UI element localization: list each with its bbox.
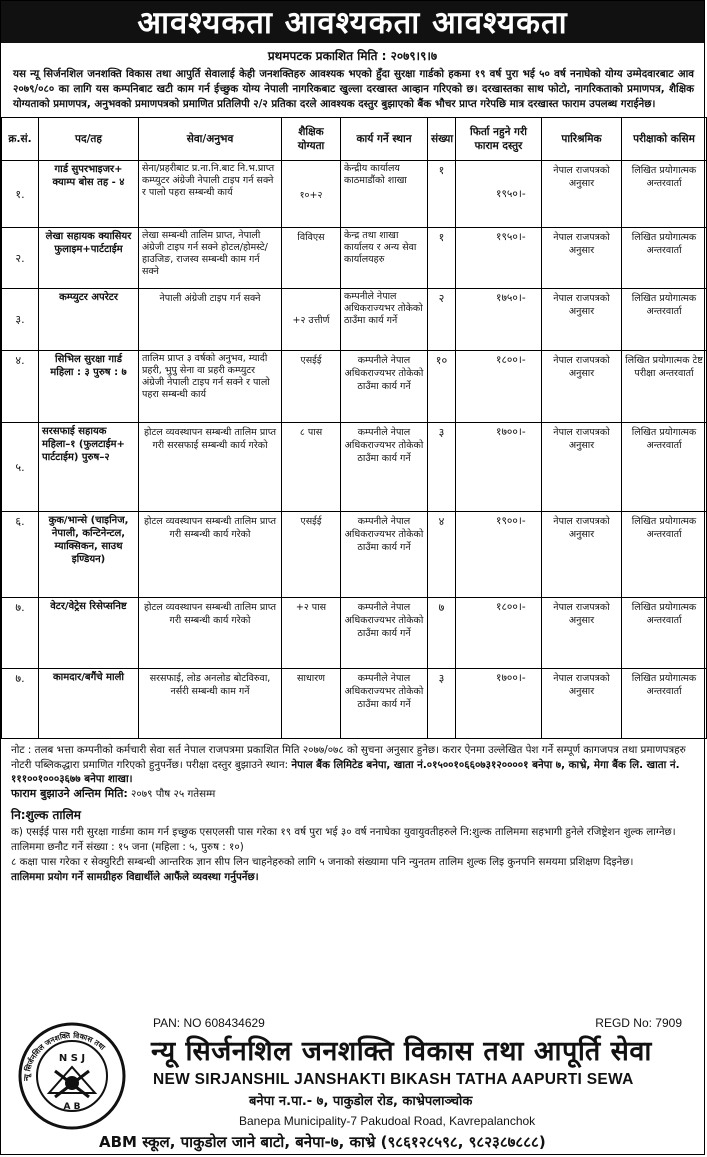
- table-row: [2, 512, 707, 598]
- serial-cell: १.: [2, 161, 39, 228]
- place-cell: कम्पनीले नेपाल अधिकराज्यभर तोकेको ठाउँमा कार्य गर्ने: [341, 351, 428, 423]
- experience-cell: लेखा सम्बन्धी तालिम प्राप्त, नेपाली अंग्रेजी टाइप गर्न सक्ने होटल/होमस्टे/हाउजिङ, राजस्व सम्बन्धी काम गर्न सक्ने: [139, 228, 282, 289]
- post-cell: गार्ड सुपरभाइजर+ क्याम्प बोस तह - ४: [39, 161, 139, 228]
- education-cell: १०+२: [282, 161, 341, 228]
- post-cell: कम्प्युटर अपरेटर: [39, 289, 139, 351]
- header-cell: पारिश्रमिक: [542, 118, 622, 161]
- education-cell: एसईई: [282, 512, 341, 598]
- place-cell: कम्पनीले नेपाल अधिकराज्यभर तोकेको ठाउँमा कार्य गर्ने: [341, 423, 428, 512]
- fee-cell: १७५०।-: [456, 289, 542, 351]
- exam-cell: लिखित प्रयोगात्मक अन्तरवार्ता: [622, 228, 707, 289]
- exam-cell: लिखित प्रयोगात्मक अन्तरवार्ता: [622, 423, 707, 512]
- exam-cell: लिखित प्रयोगात्मक अन्तरवार्ता: [622, 289, 707, 351]
- post-cell: लेखा सहायक क्यासियर फुलाइम+पार्टटाईम: [39, 228, 139, 289]
- exam-cell: लिखित प्रयोगात्मक टेष्ट परीक्षा अन्तरवार्ता: [622, 351, 707, 423]
- education-cell: +२ उत्तीर्ण: [282, 289, 341, 351]
- serial-cell: ७.: [2, 669, 39, 739]
- education-cell: साधारण: [282, 669, 341, 739]
- count-cell: १: [428, 228, 456, 289]
- place-cell: केन्द्रीय कार्यालय काठमाडौंको शाखा: [341, 161, 428, 228]
- exam-cell: लिखित प्रयोगात्मक अन्तरवार्ता: [622, 598, 707, 669]
- place-cell: कम्पनीले नेपाल अधिकराज्यभर तोकेको ठाउँमा कार्य गर्ने: [341, 512, 428, 598]
- salary-cell: नेपाल राजपत्रको अनुसार: [542, 351, 622, 423]
- address-english: Banepa Municipality-7 Pakudoal Road, Kavrepalanchok: [239, 1114, 536, 1128]
- salary-cell: नेपाल राजपत्रको अनुसार: [542, 423, 622, 512]
- experience-cell: सरसफाई, लोड अनलोड बोटविरुवा, नर्सरी सम्बन्धी काम गर्ने: [139, 669, 282, 739]
- place-cell: कम्पनीले नेपाल अधिकराज्यभर तोकेको ठाउँमा कार्य गर्ने: [341, 598, 428, 669]
- table-row: [2, 161, 707, 228]
- training-item: क) एसईई पास गरी सुरक्षा गार्डमा काम गर्न इच्छुक एसएलसी पास गरेका १९ वर्ष पुरा भई ३० वर्ष ननाघेका युवायुवतीहरुले नि:शुल्क तालिममा सहभागी हुनेले रजिष्ट्रेशन शुल्क लाग्नेछ। तालिममा छनौट गर्ने संख्या : १५ जना (महिला : ५, पुरुष : १०): [11, 826, 676, 853]
- count-cell: १: [428, 161, 456, 228]
- salary-cell: नेपाल राजपत्रको अनुसार: [542, 669, 622, 739]
- table-row: [2, 351, 707, 423]
- vacancy-table: [1, 117, 707, 739]
- serial-cell: ७.: [2, 598, 39, 669]
- fee-cell: १९५०।-: [456, 228, 542, 289]
- salary-cell: नेपाल राजपत्रको अनुसार: [542, 161, 622, 228]
- pan-number: PAN: NO 608434629: [153, 1016, 265, 1030]
- table-header-row: [2, 118, 707, 161]
- salary-cell: नेपाल राजपत्रको अनुसार: [542, 228, 622, 289]
- bank-account-text: नेपाल बैंक लिमिटेड बनेपा, खाता नं.०१५००१०६६०७३१२००००१ बनेपा ७, काभ्रे, मेगा बैंक लि. खाता नं. १११००१०००३६७७ बनेपा शाखा।: [11, 758, 680, 785]
- experience-cell: नेपाली अंग्रेजी टाइप गर्न सक्ने: [139, 289, 282, 351]
- contact-line: ABM स्कूल, पाकुडोल जाने बाटो, बनेपा-७, काभ्रे (९८६१२८५९८, ९८२३८७८८८): [99, 1133, 546, 1151]
- fee-cell: १७००।-: [456, 669, 542, 739]
- table-row: [2, 423, 707, 512]
- note-section: [1, 739, 704, 803]
- address-nepali: बनेपा न.पा.- ७, पाकुडोल रोड, काभ्रेपलाञ्चोक: [249, 1094, 473, 1109]
- post-cell: वेटर/वेट्रेस रिसेप्सनिष्ट: [39, 598, 139, 669]
- post-cell: कुक/भान्से (चाइनिज, नेपाली, कन्टिनेन्टल, म्याक्सिकन, साउथ इण्डियन): [39, 512, 139, 598]
- header-cell: फिर्ता नहुने गरी फाराम दस्तुर: [456, 118, 542, 161]
- post-cell: कामदार/बगैंचे माली: [39, 669, 139, 739]
- banner-title: आवश्यकता आवश्यकता आवश्यकता: [1, 1, 704, 43]
- experience-cell: होटल व्यवस्थापन सम्बन्धी तालिम प्राप्त गरी सरसफाई सम्बन्धी कार्य गरेको: [139, 423, 282, 512]
- header-cell: शैक्षिक योग्यता: [282, 118, 341, 161]
- education-cell: एसईई: [282, 351, 341, 423]
- deadline-value: २०७९ पौष २५ गतेसम्म: [131, 787, 216, 800]
- fee-cell: १८००।-: [456, 351, 542, 423]
- count-cell: ४: [428, 512, 456, 598]
- table-row: [2, 598, 707, 669]
- logo-letters-top: N S J: [58, 1053, 86, 1064]
- count-cell: ७: [428, 598, 456, 669]
- fee-cell: १७००।-: [456, 423, 542, 512]
- header-cell: कार्य गर्ने स्थान: [341, 118, 428, 161]
- table-row: [2, 289, 707, 351]
- header-cell: पद/तह: [39, 118, 139, 161]
- company-name-nepali: न्यू सिर्जनशिल जनशक्ति विकास तथा आपूर्ति सेवा: [151, 1036, 652, 1067]
- exam-cell: लिखित प्रयोगात्मक अन्तरवार्ता: [622, 161, 707, 228]
- count-cell: १०: [428, 351, 456, 423]
- header-cell: क्र.सं.: [2, 118, 39, 161]
- exam-cell: लिखित प्रयोगात्मक अन्तरवार्ता: [622, 669, 707, 739]
- header-cell: संख्या: [428, 118, 456, 161]
- post-cell: सरसफाई सहायक महिला–१ (फुलटाईम+ पार्टटाईम) पुरुष–२: [39, 423, 139, 512]
- published-date: प्रथमपटक प्रकाशित मिति : २०७९।९।७: [267, 49, 438, 63]
- note-text: नोट : तलब भत्ता कम्पनीको कर्मचारी सेवा सर्त नेपाल राजपत्रमा प्रकाशित मिति २०७७/०७८ को सुचना अनुसार हुनेछ। करार ऐनमा उल्लेखित पेश गर्ने सम्पूर्ण कागजपत्र तथा प्रमाणपत्रहरु नोटरी पब्लिकद्धारा प्रमाणित गरिएको हुनुपर्नेछ। परीक्षा दस्तुर बुझाउने स्थान:: [11, 744, 686, 771]
- serial-cell: ५.: [2, 423, 39, 512]
- company-logo-icon: [15, 1021, 129, 1131]
- header-cell: परीक्षाको कसिम: [622, 118, 707, 161]
- education-cell: +२ पास: [282, 598, 341, 669]
- serial-cell: २.: [2, 228, 39, 289]
- registration-number: REGD No: 7909: [595, 1016, 682, 1030]
- exam-cell: लिखित प्रयोगात्मक अन्तरवार्ता: [622, 512, 707, 598]
- count-cell: ३: [428, 423, 456, 512]
- experience-cell: होटल व्यवस्थापन सम्बन्धी तालिम प्राप्त गरी सम्बन्धी कार्य गरेको: [139, 512, 282, 598]
- serial-cell: ३.: [2, 289, 39, 351]
- salary-cell: नेपाल राजपत्रको अनुसार: [542, 598, 622, 669]
- count-cell: २: [428, 289, 456, 351]
- post-cell: सिभिल सुरक्षा गार्ड महिला : ३ पुरुष : ७: [39, 351, 139, 423]
- experience-cell: तालिम प्राप्त ३ वर्षको अनुभव, म्यादी प्रहरी, भुपु सेना वा प्रहरी कम्प्युटर अंग्रेजी नेपाली टाइप गर्न सक्ने र पालो पहरा सम्बन्धी कार्य: [139, 351, 282, 423]
- training-item: ८ कक्षा पास गरेका र सेक्युरिटी सम्बन्धी आन्तरिक ज्ञान सीप लिन चाहनेहरुको लागि ५ जनाको संख्यामा पनि न्युनतम तालिम शुल्क लिइ कुनपनि समयमा प्रशिक्षण दिइनेछ।: [11, 856, 634, 868]
- table-row: [2, 228, 707, 289]
- company-footer: [1, 1013, 704, 1156]
- deadline-label: फाराम बुझाउने अन्तिम मिति:: [11, 786, 128, 800]
- salary-cell: नेपाल राजपत्रको अनुसार: [542, 289, 622, 351]
- table-row: [2, 669, 707, 739]
- fee-cell: १८००।-: [456, 598, 542, 669]
- serial-cell: ६.: [2, 512, 39, 598]
- education-cell: विविएस: [282, 228, 341, 289]
- fee-cell: १९५०।-: [456, 161, 542, 228]
- company-name-english: NEW SIRJANSHIL JANSHAKTI BIKASH TATHA AAPURTI SEWA: [153, 1071, 634, 1088]
- training-item: तालिममा प्रयोग गर्ने सामग्रीहरु विद्यार्थीले आफैंले व्यवस्था गर्नुपर्नेछ।: [11, 871, 259, 883]
- fee-cell: १९००।-: [456, 512, 542, 598]
- header-cell: सेवा/अनुभव: [139, 118, 282, 161]
- intro-paragraph: यस न्यू सिर्जनशिल जनशक्ति विकास तथा आपुर्ति सेवालाई केही जनशक्तिहरु आवश्यक भएको हुँदा सुरक्षा गार्डको हकमा १९ वर्ष पुरा भई ५० वर्ष ननाघेको योग्य उम्मेदवारबाट आव २०७९/०८० का लागि यस कम्पनिबाट खटी काम गर्न ईच्छुक योग्य नेपाली नागरिकबाट खुल्ला दरखास्त आव्हान गरिएको छ। दरखास्तका साथ फोटो, नागरिकताको प्रमाणपत्र, शैक्षिक योग्यताको प्रमाणपत्र, अनुभवको प्रमाणपत्रको प्रमाणित प्रतिलिपी २/२ प्रतिका दरले आवश्यक दस्तुर बुझाएको बैंक भौचर प्राप्त गरेपछि मात्र दरखास्त फाराम उपलब्ध गराईनेछ।: [13, 68, 694, 110]
- experience-cell: होटल व्यवस्थापन सम्बन्धी तालिम प्राप्त गरी सम्बन्धी कार्य गरेको: [139, 598, 282, 669]
- place-cell: कम्पनीले नेपाल अधिकराज्यभर तोकेको ठाउँमा कार्य गर्ने: [341, 669, 428, 739]
- place-cell: केन्द्र तथा शाखा कार्यालय र अन्य सेवा कार्यालयहरु: [341, 228, 428, 289]
- count-cell: ३: [428, 669, 456, 739]
- experience-cell: सेना/प्रहरीबाट प्र.ना.नि.बाट नि.भ.प्राप्त कम्प्युटर अंग्रेजी नेपाली टाइप गर्न सक्ने र पालो पहरा सम्बन्धी कार्य: [139, 161, 282, 228]
- logo-letters-bottom: A B: [63, 1102, 81, 1112]
- place-cell: कम्पनीले नेपाल अधिकराज्यभर तोकेको ठाउँमा कार्य गर्ने: [341, 289, 428, 351]
- logo-ring-text: न्यू सिर्जनशिल जनशक्ति विकास तथा: [21, 1030, 107, 1082]
- serial-cell: ४.: [2, 351, 39, 423]
- training-title: नि:शुल्क तालिम: [11, 808, 81, 822]
- education-cell: ८ पास: [282, 423, 341, 512]
- salary-cell: नेपाल राजपत्रको अनुसार: [542, 512, 622, 598]
